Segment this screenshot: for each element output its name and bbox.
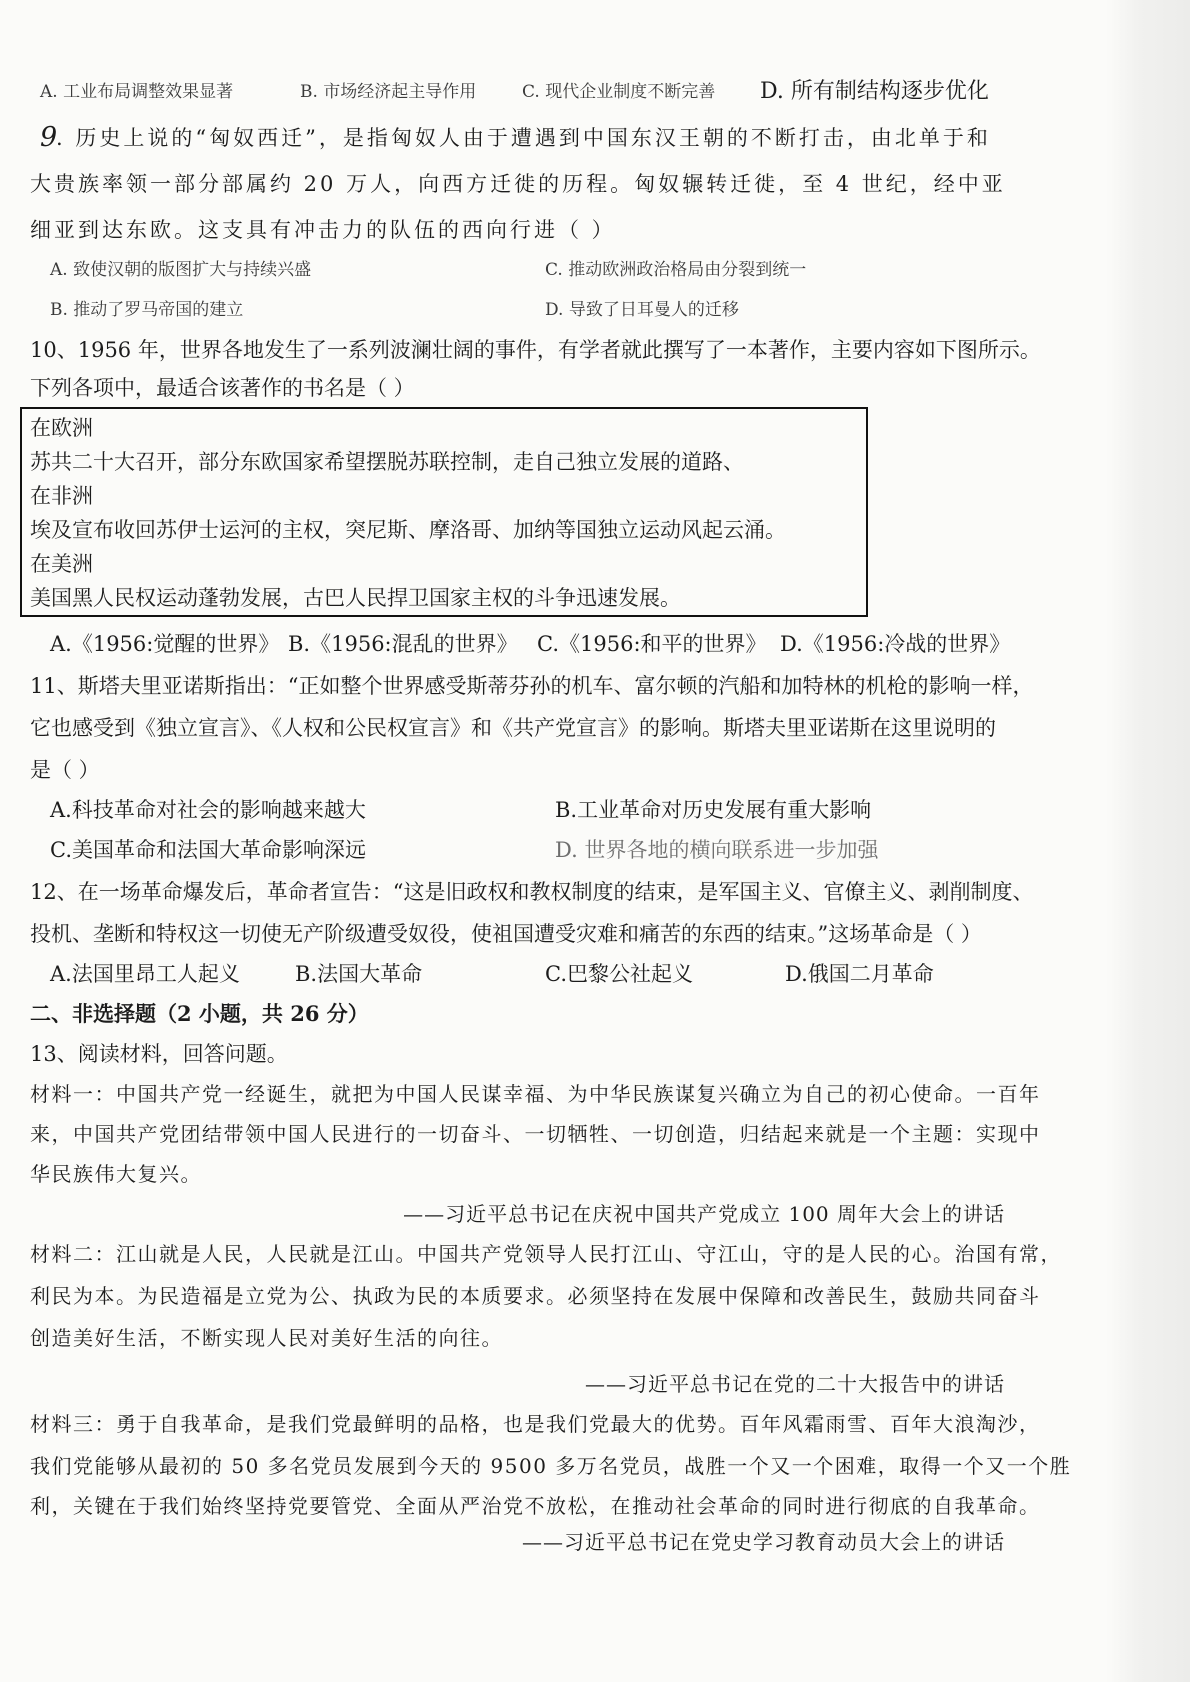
section2-heading-row [0, 994, 1190, 1034]
q10-text-2: 下列各项中，最适合该著作的书名是（ ） [30, 376, 415, 400]
q9-number: 9 [40, 122, 58, 153]
m1-source-row [0, 1194, 1190, 1234]
q9-options-row-1 [0, 250, 1190, 290]
box-america-text: 美国黑人民权运动蓬勃发展，古巴人民捍卫国家主权的斗争迅速发展。 [30, 586, 681, 610]
m3-line-1 [0, 1404, 1190, 1444]
q12-option-b: B.法国大革命 [295, 962, 423, 986]
m1-text-3: 华民族伟大复兴。 [30, 1162, 202, 1186]
q9-text-3: 细亚到达东欧。这支具有冲击力的队伍的西向行进（ ） [30, 218, 616, 242]
q11-options-row-2 [0, 830, 1190, 870]
q11-option-b: B.工业革命对历史发展有重大影响 [555, 798, 872, 822]
q12-text-2: 投机、垄断和特权这一切使无产阶级遭受奴役，使祖国遭受灾难和痛苦的东西的结束。”这场革命是（ ） [30, 922, 982, 946]
q9-option-b: B. 推动了罗马帝国的建立 [50, 300, 244, 320]
m3-line-2 [0, 1446, 1190, 1486]
box-africa-text: 埃及宣布收回苏伊士运河的主权，突尼斯、摩洛哥、加纳等国独立运动风起云涌。 [30, 518, 786, 542]
m2-text-3: 创造美好生活，不断实现人民对美好生活的向往。 [30, 1326, 503, 1350]
q11-option-d: D. 世界各地的横向联系进一步加强 [555, 838, 879, 862]
m3-source-row [0, 1522, 1190, 1562]
m1-text-2: 来，中国共产党团结带领中国人民进行的一切奋斗、一切牺牲、一切创造，归结起来就是一个主题：实现中 [30, 1122, 1041, 1146]
q10-line-1 [0, 330, 1190, 370]
m1-line-1 [0, 1074, 1190, 1114]
q10-option-d: D.《1956:冷战的世界》 [780, 632, 1011, 656]
q9-text-2: 大贵族率领一部分部属约 20 万人，向西方迁徙的历程。匈奴辗转迁徙，至 4 世纪，经中亚 [30, 172, 1006, 196]
q12-options [0, 954, 1190, 994]
q8-option-a: A. 工业布局调整效果显著 [40, 82, 234, 102]
q12-line-2 [0, 914, 1190, 954]
q11-option-a: A.科技革命对社会的影响越来越大 [50, 798, 366, 822]
m2-line-2 [0, 1276, 1190, 1316]
q9-line-2 [0, 164, 1190, 204]
m3-text-3: 利，关键在于我们始终坚持党要管党、全面从严治党不放松，在推动社会革命的同时进行彻底的自我革命。 [30, 1494, 1041, 1518]
q9-line-3 [0, 210, 1190, 250]
q11-line-1 [0, 666, 1190, 706]
m3-source: ——习近平总书记在党史学习教育动员大会上的讲话 [522, 1530, 1005, 1554]
section2-heading: 二、非选择题（2 小题，共 26 分） [30, 1001, 369, 1026]
box-europe-text: 苏共二十大召开，部分东欧国家希望摆脱苏联控制，走自己独立发展的道路、 [30, 450, 744, 474]
q10-option-c: C.《1956:和平的世界》 [537, 632, 767, 656]
q11-option-c: C.美国革命和法国大革命影响深远 [50, 838, 366, 862]
m3-text-1: 材料三：勇于自我革命，是我们党最鲜明的品格，也是我们党最大的优势。百年风霜雨雪、百年大浪淘沙， [30, 1412, 1041, 1436]
q9-option-a: A. 致使汉朝的版图扩大与持续兴盛 [50, 260, 312, 280]
q11-options-row-1 [0, 790, 1190, 830]
q11-line-2 [0, 708, 1190, 748]
box-europe-title: 在欧洲 [30, 416, 93, 440]
m2-text-2: 利民为本。为民造福是立党为公、执政为民的本质要求。必须坚持在发展中保障和改善民生，鼓励共同奋斗 [30, 1284, 1041, 1308]
q12-line-1 [0, 872, 1190, 912]
q11-line-3 [0, 750, 1190, 790]
q13-intro: 13、阅读材料，回答问题。 [30, 1042, 288, 1066]
box-america-title: 在美洲 [30, 552, 93, 576]
m1-source: ——习近平总书记在庆祝中国共产党成立 100 周年大会上的讲话 [403, 1202, 1005, 1226]
q8-option-d: D. 所有制结构逐步优化 [760, 79, 989, 104]
m2-source: ——习近平总书记在党的二十大报告中的讲话 [585, 1372, 1005, 1396]
q8-option-b: B. 市场经济起主导作用 [300, 82, 477, 102]
q12-option-a: A.法国里昂工人起义 [50, 962, 240, 986]
q9-option-c: C. 推动欧洲政治格局由分裂到统一 [545, 260, 807, 280]
q11-text-1: 11、斯塔夫里亚诺斯指出：“正如整个世界感受斯蒂芬孙的机车、富尔顿的汽船和加特林的机枪的影响一样， [30, 674, 1034, 698]
m2-line-1 [0, 1234, 1190, 1274]
q10-line-2 [0, 368, 1190, 408]
m1-line-2 [0, 1114, 1190, 1154]
m2-line-3 [0, 1318, 1190, 1358]
m1-text-1: 材料一：中国共产党一经诞生，就把为中国人民谋幸福、为中华民族谋复兴确立为自己的初心使命。一百年 [30, 1082, 1041, 1106]
q9-line-1 [0, 118, 1190, 158]
q8-option-c: C. 现代企业制度不断完善 [522, 82, 716, 102]
q13-intro-row [0, 1034, 1190, 1074]
q9-option-d: D. 导致了日耳曼人的迁移 [545, 300, 739, 320]
q9-options-row-2 [0, 290, 1190, 330]
m1-line-3 [0, 1154, 1190, 1194]
m2-source-row [0, 1364, 1190, 1404]
q11-text-3: 是（ ） [30, 758, 100, 782]
q10-options [0, 624, 1190, 664]
q12-option-d: D.俄国二月革命 [785, 962, 934, 986]
m3-line-3 [0, 1486, 1190, 1526]
m2-text-1: 材料二：江山就是人民，人民就是江山。中国共产党领导人民打江山、守江山，守的是人民的心。治国有常， [30, 1242, 1062, 1266]
q12-option-c: C.巴黎公社起义 [545, 962, 693, 986]
q10-option-a: A.《1956:觉醒的世界》 [50, 632, 280, 656]
q10-text-1: 10、1956 年，世界各地发生了一系列波澜壮阔的事件，有学者就此撰写了一本著作，主要内容如下图所示。 [30, 338, 1041, 362]
q8-options [0, 72, 1190, 112]
q10-option-b: B.《1956:混乱的世界》 [288, 632, 518, 656]
m3-text-2: 我们党能够从最初的 50 多名党员发展到今天的 9500 多万名党员，战胜一个又一个困难，取得一个又一个胜 [30, 1454, 1072, 1478]
q12-text-1: 12、在一场革命爆发后，革命者宣告：“这是旧政权和教权制度的结束，是军国主义、官僚主义、剥削制度、 [30, 880, 1034, 904]
q11-text-2: 它也感受到《独立宣言》、《人权和公民权宣言》和《共产党宣言》的影响。斯塔夫里亚诺斯在这里说明的 [30, 716, 996, 740]
box-africa-title: 在非洲 [30, 484, 93, 508]
q9-text-1: . 历史上说的“匈奴西迁”，是指匈奴人由于遭遇到中国东汉王朝的不断打击，由北单于和 [56, 126, 991, 150]
box-america-text-row [0, 578, 1190, 618]
